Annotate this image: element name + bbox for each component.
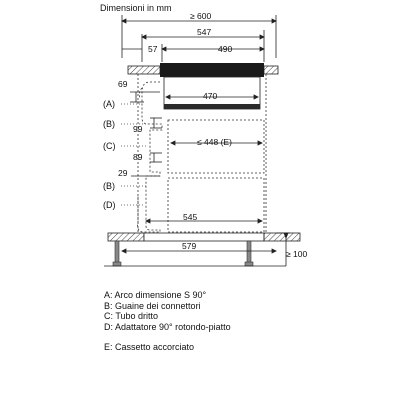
worktop-left <box>128 66 160 74</box>
dim-579-line <box>122 249 276 253</box>
dim-total-min: ≥ 600 <box>190 11 212 21</box>
legend-e: E: Cassetto accorciato <box>104 342 195 353</box>
dim-100: ≥ 100 <box>286 249 308 259</box>
label-a: (A) <box>103 99 115 109</box>
plinth-left <box>108 233 144 241</box>
left-dimensions <box>130 92 162 176</box>
dim-448: ≤ 448 (E) <box>197 137 232 147</box>
label-b1: (B) <box>103 119 115 129</box>
plinth-right <box>264 233 300 241</box>
label-b2: (B) <box>103 181 115 191</box>
legend-d: D: Adattatore 90° rotondo-piatto <box>104 321 231 332</box>
cooktop-base <box>164 104 260 109</box>
dim-579: 579 <box>182 241 197 251</box>
legend-c: C: Tubo dritto <box>104 311 159 322</box>
label-d: (D) <box>103 200 116 210</box>
dim-490: 490 <box>218 44 233 54</box>
label-c: (C) <box>103 141 116 151</box>
diagram-title: Dimensioni in mm <box>100 3 172 13</box>
cooktop-body <box>160 63 264 77</box>
legend <box>104 290 231 353</box>
worktop-right <box>264 66 278 74</box>
plinth-center <box>144 233 264 241</box>
dim-545-line <box>146 219 262 223</box>
dim-89: 89 <box>133 152 143 162</box>
dim-69: 69 <box>118 79 128 89</box>
legend-b: B: Guaine dei connettori <box>104 300 201 311</box>
dim-99: 99 <box>133 124 143 134</box>
legend-a: A: Arco dimensione S 90° <box>104 290 207 300</box>
dim-545: 545 <box>183 212 198 222</box>
dim-29: 29 <box>118 168 128 178</box>
dim-547: 547 <box>197 27 212 37</box>
top-dimensions <box>122 15 276 62</box>
dim-470: 470 <box>203 91 218 101</box>
legend-gap <box>104 332 231 342</box>
dim-57: 57 <box>148 44 158 54</box>
